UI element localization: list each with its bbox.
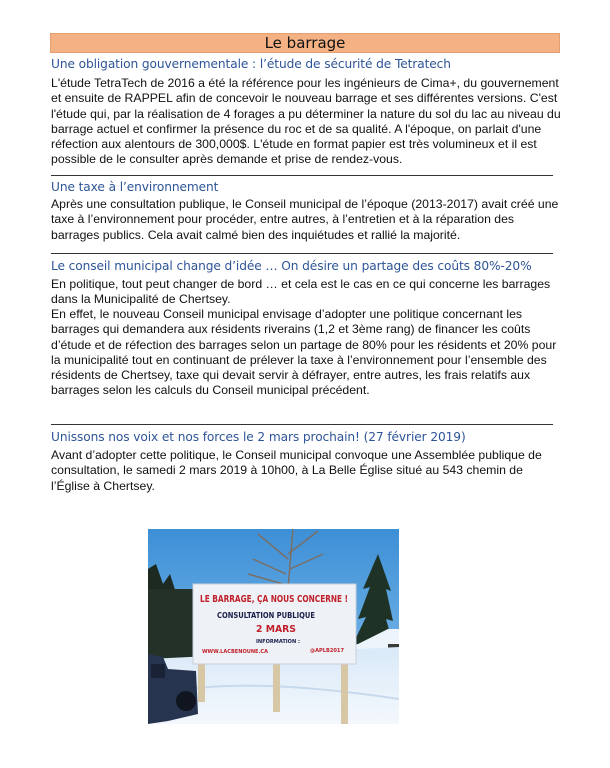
section-divider (51, 253, 553, 254)
sign-line-1: LE BARRAGE, ÇA NOUS CONCERNE ! (200, 594, 348, 605)
page-title: Le barrage (264, 34, 346, 52)
section-paragraph-cost-sharing-2: En effet, le nouveau Conseil municipal envisage d’adopter une politique concernant les barrages qui demandera aux résidents riverains (1,2 et 3ème rang) de financer les coûts d’étude et de réfection des barrages selon un partage de 80% pour les résidents et 20% pour la municipalité tout en continuant de prélever la taxe à l’environnement pour l’ensemble des résidents de Chertsey, taxe qui devait servir à défrayer, entre autres, les frais relatifs aux barrages selon les calculs du Conseil municipal précédent. (51, 307, 557, 398)
sign-line-3: 2 MARS (256, 624, 296, 635)
page-title-banner (50, 33, 560, 53)
section-paragraph-environment-tax: Après une consultation publique, le Conseil municipal de l’époque (2013-2017) avait créé une taxe à l’environnement pour procéder, entre autres, à l’entretien et à la réparation des barrages publics. Cela avait calmé bien des inquiétudes et rallié la majorité. (51, 197, 559, 242)
section-divider (51, 424, 553, 425)
section-heading-cost-sharing: Le conseil municipal change d’idée … On désire un partage des coûts 80%-20% (51, 259, 532, 273)
sign-line-2: CONSULTATION PUBLIQUE (217, 611, 315, 620)
consultation-sign-photo (148, 529, 399, 724)
sign-handle: @APLB2017 (310, 648, 345, 654)
sign-website: WWW.LACBENOUNE.CA (202, 649, 269, 655)
sign-post (341, 657, 348, 724)
section-divider (51, 175, 553, 176)
section-paragraph-tetratech: L'étude TetraTech de 2016 a été la référence pour les ingénieurs de Cima+, du gouvernement et ensuite de RAPPEL afin de concevoir le nouveau barrage et ses différentes versions. C'est l'étude qui, par la réalisation de 4 forages a pu déterminer la nature du sol du lac au niveau du barrage actuel et confirmer la présence du roc et de sa qualité. A l'époque, on parlait d'une réfection aux alentours de 300,000$. L'étude en format papier est très volumineux et il est possible de le consulter après demande et prise de rendez-vous. (51, 76, 561, 167)
section-heading-environment-tax: Une taxe à l’environnement (51, 180, 219, 194)
sign-line-4: INFORMATION : (256, 639, 300, 645)
section-heading-tetratech: Une obligation gouvernementale : l’étude de sécurité de Tetratech (51, 57, 451, 71)
section-paragraph-consultation: Avant d’adopter cette politique, le Conseil municipal convoque une Assemblée publique de consultation, le samedi 2 mars 2019 à 10h00, à La Belle Église situé au 543 chemin de l’Église à Chertsey. (51, 448, 542, 493)
section-paragraph-cost-sharing-1: En politique, tout peut changer de bord … et cela est le cas en ce qui concerne les barrages dans la Municipalité de Chertsey. (51, 277, 551, 307)
sign-post (273, 657, 280, 712)
section-heading-consultation: Unissons nos voix et nos forces le 2 mars prochain! (27 février 2019) (51, 430, 466, 444)
